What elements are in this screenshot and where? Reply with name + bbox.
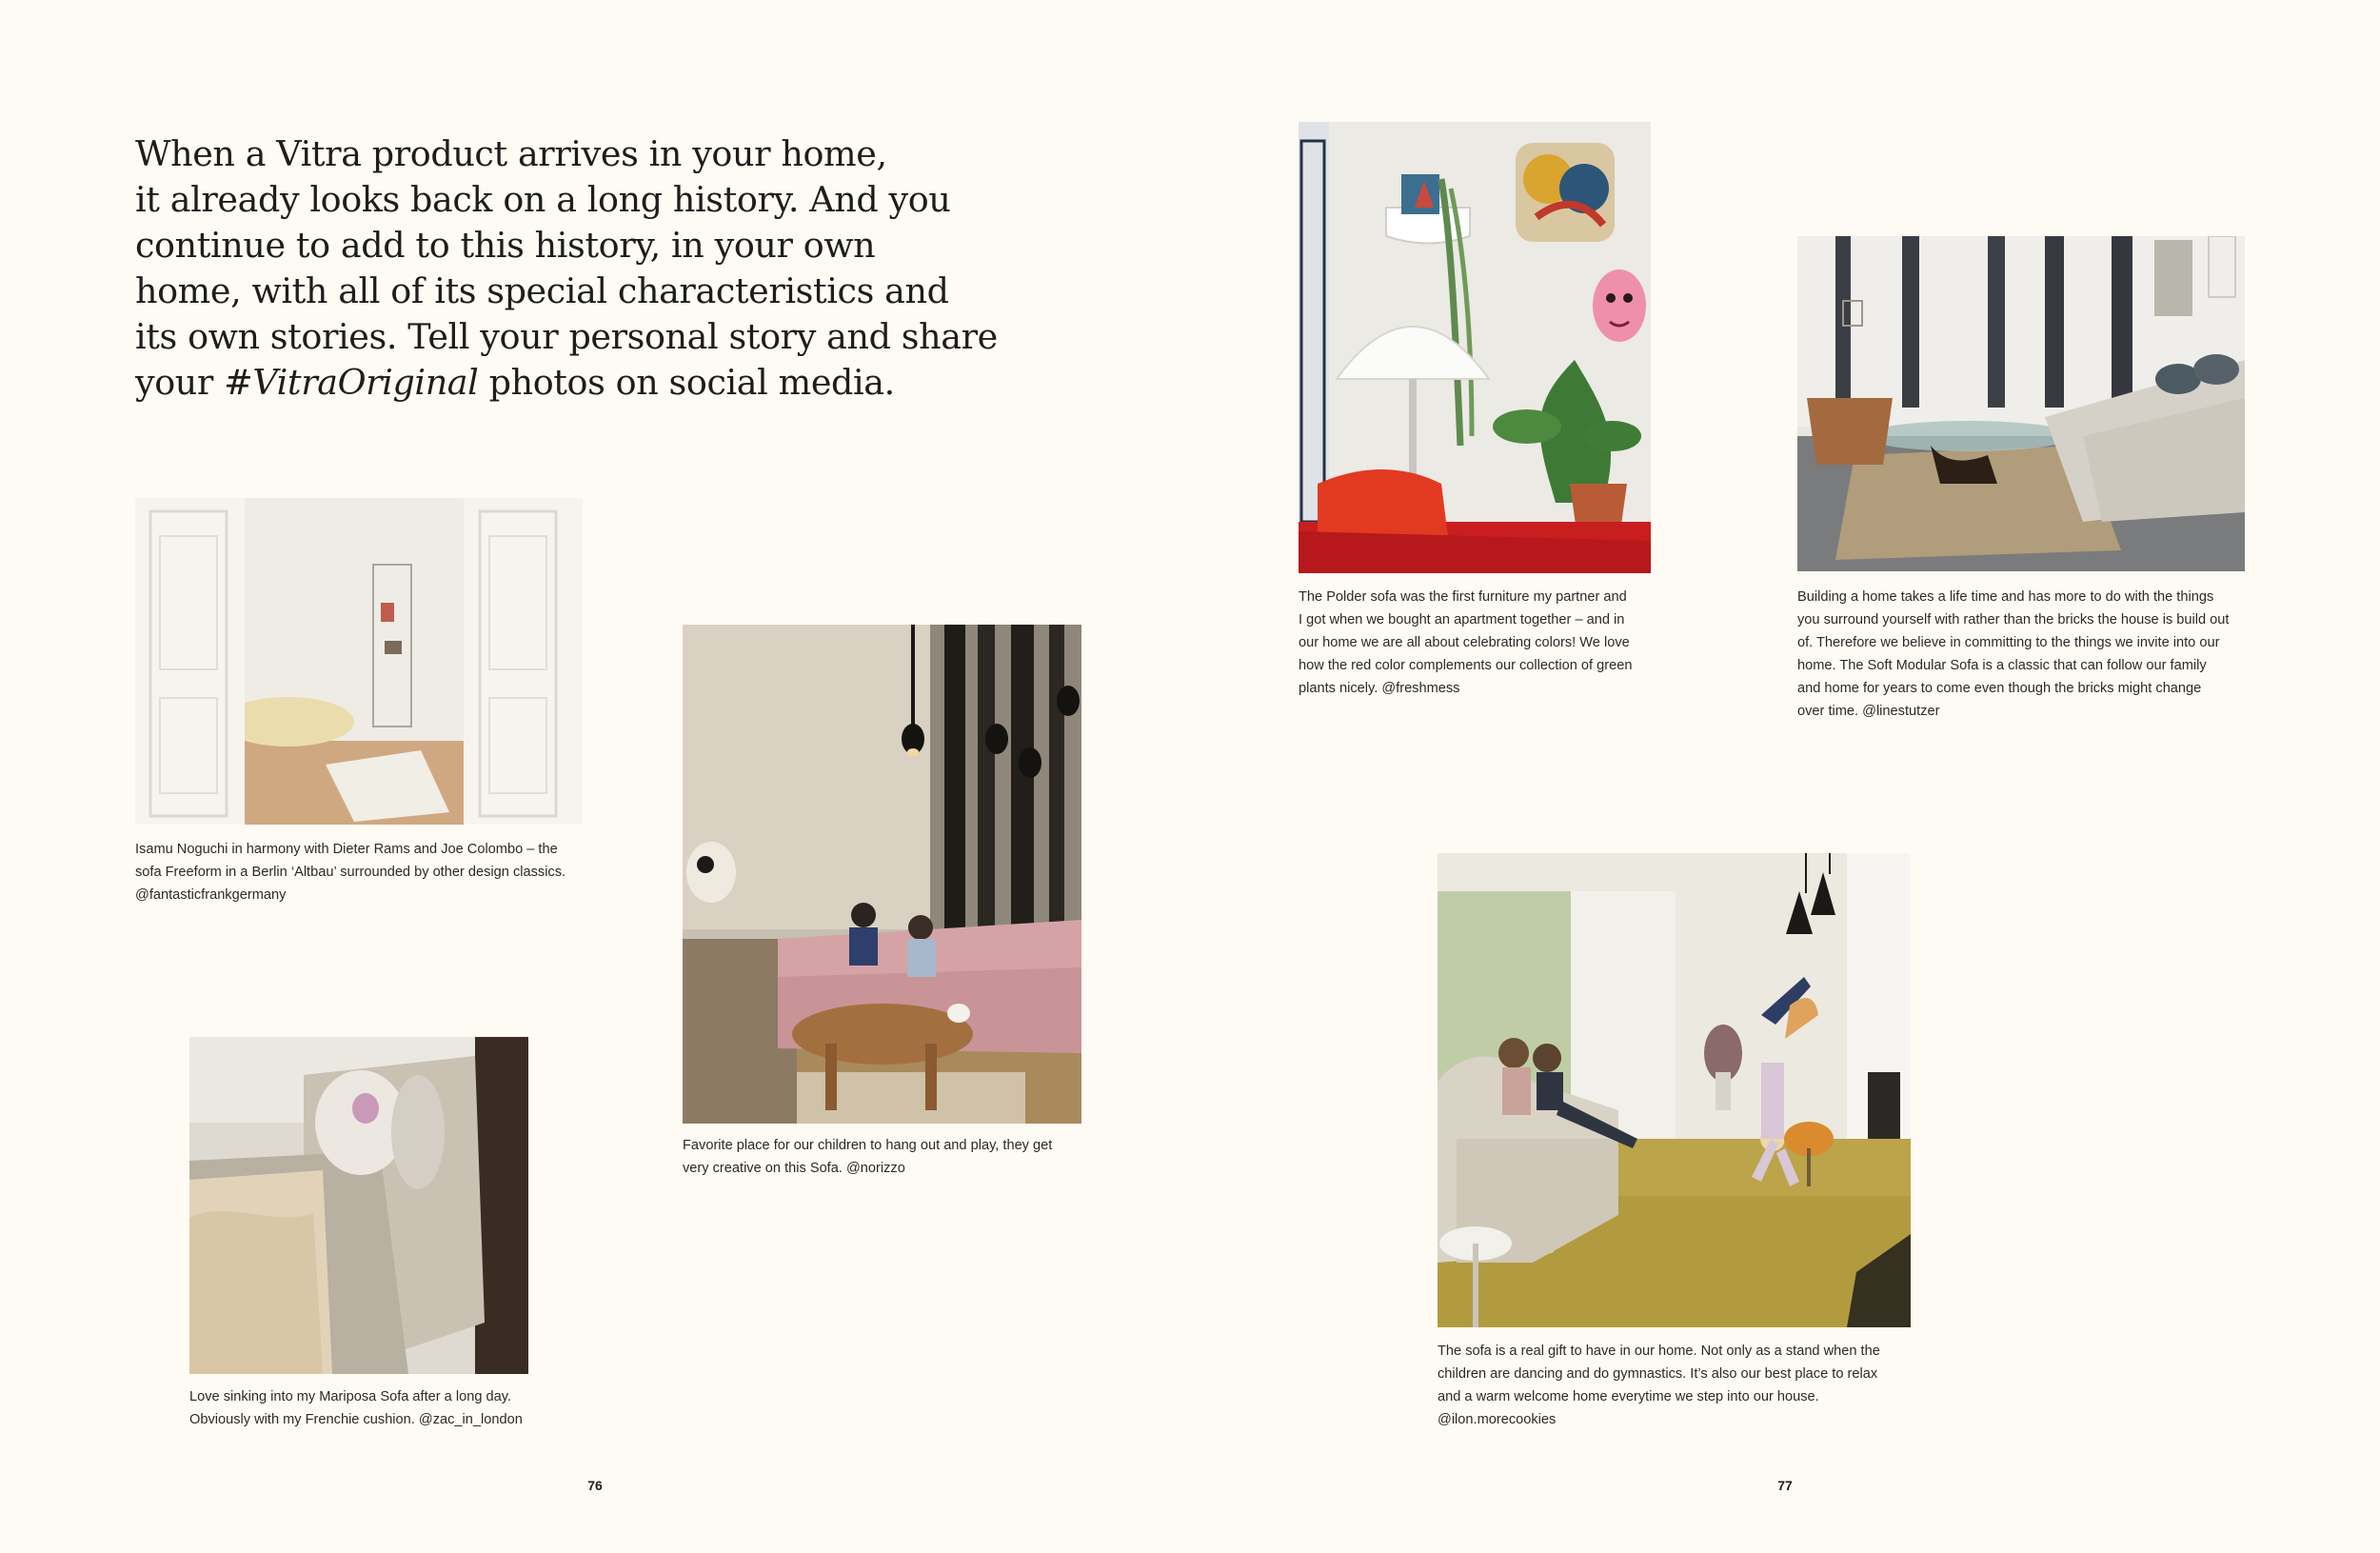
headline-line: continue to add to this history, in your own xyxy=(135,225,876,266)
page-number-right: 77 xyxy=(1777,1478,1793,1493)
gymnastics-living-room-photo xyxy=(1438,853,1911,1327)
gymnastics-living-room-image xyxy=(1438,853,1911,1327)
soft-modular-caption xyxy=(1797,586,2229,723)
caption-line: how the red color complements our collection of green xyxy=(1299,658,1633,673)
caption-line: our home we are all about celebrating colors! We love xyxy=(1299,635,1630,650)
mariposa-sofa-image xyxy=(189,1037,528,1374)
gymnastics-caption xyxy=(1438,1340,1880,1431)
freeform-sofa-image xyxy=(135,498,583,825)
caption-line: The sofa is a real gift to have in our home. Not only as a stand when the xyxy=(1438,1344,1880,1359)
mariposa-caption xyxy=(189,1385,523,1431)
caption-line: @ilon.morecookies xyxy=(1438,1412,1557,1427)
caption-line: plants nicely. @freshmess xyxy=(1299,681,1460,696)
freeform-sofa-photo xyxy=(135,498,583,825)
caption-line: Building a home takes a life time and has more to do with the things xyxy=(1797,589,2214,605)
caption-line: @fantasticfrankgermany xyxy=(135,887,287,903)
caption-line: and a warm welcome home everytime we step into our house. xyxy=(1438,1389,1819,1404)
children-caption xyxy=(683,1134,1052,1180)
headline xyxy=(135,131,998,406)
mariposa-sofa-photo xyxy=(189,1037,528,1374)
polder-sofa-photo xyxy=(1299,122,1651,573)
caption-line: of. Therefore we believe in committing to the things we invite into our xyxy=(1797,635,2220,650)
caption-line: over time. @linestutzer xyxy=(1797,704,1940,719)
page-number-left: 76 xyxy=(587,1478,603,1493)
caption-line: Isamu Noguchi in harmony with Dieter Rams and Joe Colombo – the xyxy=(135,842,558,857)
caption-line: children are dancing and do gymnastics. It’s also our best place to relax xyxy=(1438,1366,1878,1382)
headline-line: When a Vitra product arrives in your home, xyxy=(135,133,887,174)
caption-line: you surround yourself with rather than the bricks the house is build out xyxy=(1797,612,2230,627)
caption-line: Love sinking into my Mariposa Sofa after a long day. xyxy=(189,1389,512,1404)
headline-text: photos on social media. xyxy=(478,362,895,403)
freeform-caption xyxy=(135,838,565,906)
headline-line xyxy=(135,360,992,406)
caption-line: very creative on this Sofa. @norizzo xyxy=(683,1161,905,1176)
headline-line: its own stories. Tell your personal story and share xyxy=(135,316,998,357)
soft-modular-sofa-photo xyxy=(1797,236,2245,571)
caption-line: I got when we bought an apartment together – and in xyxy=(1299,612,1625,627)
polder-caption xyxy=(1299,586,1632,700)
children-sofa-image xyxy=(683,625,1081,1124)
caption-line: Favorite place for our children to hang out and play, they get xyxy=(683,1138,1053,1153)
caption-line: and home for years to come even though the bricks might change xyxy=(1797,681,2202,696)
headline-text: your xyxy=(135,362,225,403)
hashtag: #VitraOriginal xyxy=(224,362,479,403)
children-sofa-photo xyxy=(683,625,1081,1124)
caption-line: The Polder sofa was the first furniture my partner and xyxy=(1299,589,1627,605)
caption-line: sofa Freeform in a Berlin ‘Altbau’ surrounded by other design classics. xyxy=(135,865,566,880)
polder-sofa-image xyxy=(1299,122,1651,573)
headline-line: it already looks back on a long history. And you xyxy=(135,179,951,220)
caption-line: Obviously with my Frenchie cushion. @zac_in_london xyxy=(189,1412,523,1427)
headline-line: home, with all of its special characteristics and xyxy=(135,270,949,311)
caption-line: home. The Soft Modular Sofa is a classic that can follow our family xyxy=(1797,658,2207,673)
soft-modular-sofa-image xyxy=(1797,236,2245,571)
